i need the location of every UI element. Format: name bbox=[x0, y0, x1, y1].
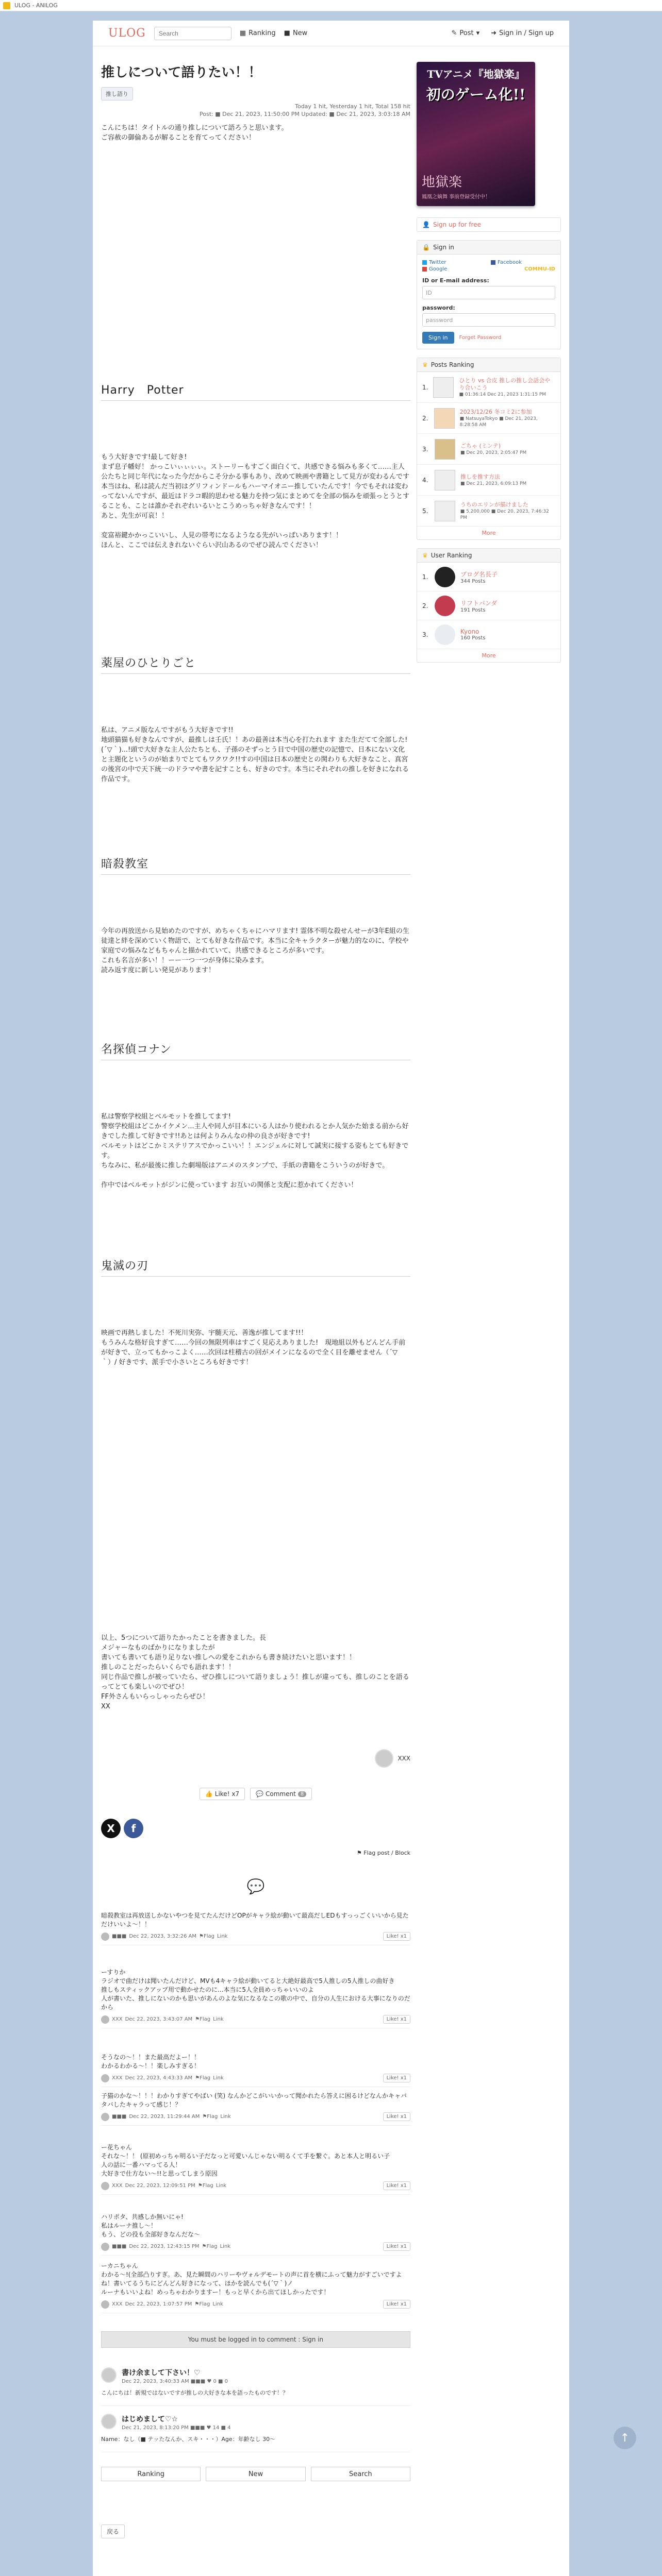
flag-post-link[interactable]: ⚑ Flag post / Block bbox=[356, 1850, 410, 1856]
post-outro: 以上、5つについて語りたかったことを書きました。長 メジャーなものばかりになりましたが 書いても書いても語り足りない推しへの愛をこれからも書き続けたいと思います！！ 推しのことだったらいくらでも語れます！！ 同じ作品で推しが被っていたら、ぜひ推しについて語りましょう！推しが違っても、推しのことを語るってとても楽しいのでぜひ！ FF外さんもいらっしゃったらぜひ！ XX bbox=[101, 1634, 409, 1710]
post-intro: こんにちは！タイトルの通り推しについて語ろうと思います。 ご容赦の御倫あるが解ることを育てってください！ bbox=[101, 124, 288, 142]
comment-like-button[interactable]: Like! x1 bbox=[383, 2300, 410, 2309]
user-plus-icon: 👤 bbox=[422, 221, 430, 228]
comment-item bbox=[101, 2143, 410, 2195]
rank-meta: ■ Dec 20, 2023, 2:05:47 PM bbox=[460, 450, 527, 455]
twitter-login[interactable]: Twitter bbox=[422, 260, 487, 265]
related-post[interactable] bbox=[101, 2367, 410, 2406]
return-button[interactable]: 戻る bbox=[101, 2524, 125, 2538]
post-thumb bbox=[434, 408, 455, 429]
rank-meta: ■ 5,200,000 ■ Dec 20, 2023, 7:46:32 PM bbox=[460, 509, 549, 520]
share-x-button[interactable]: X bbox=[101, 1819, 121, 1838]
flag-link[interactable]: ⚑Flag bbox=[195, 2075, 211, 2081]
facebook-icon bbox=[491, 260, 495, 265]
flag-link[interactable]: ⚑Flag bbox=[195, 2016, 211, 2022]
top-navbar bbox=[93, 21, 569, 46]
link-link[interactable]: Link bbox=[213, 2016, 224, 2022]
id-label: ID or E-mail address: bbox=[422, 277, 489, 284]
link-link[interactable]: Link bbox=[216, 2183, 227, 2189]
ad-line2: 初のゲーム化!! bbox=[426, 86, 526, 103]
related-snippet: こんにちは！新規ではないですが推しの大好きな本を語ったものです！？ bbox=[101, 2389, 288, 2396]
section-conan bbox=[101, 1041, 410, 1190]
user-ranking-item[interactable] bbox=[417, 591, 560, 620]
comment-item bbox=[101, 2262, 410, 2313]
section-title: 暗殺教室 bbox=[101, 855, 410, 875]
author-block bbox=[101, 1749, 410, 1768]
nav-new[interactable]: ■ New bbox=[284, 29, 308, 37]
share-buttons bbox=[101, 1819, 410, 1838]
user-ranking-item[interactable] bbox=[417, 620, 560, 649]
related-avatar bbox=[101, 2414, 117, 2429]
commenter-avatar[interactable] bbox=[101, 2300, 109, 2309]
ad-line1: TVアニメ『地獄楽』 bbox=[427, 68, 525, 80]
comment-item bbox=[101, 2053, 410, 2087]
posts-ranking-item[interactable] bbox=[417, 372, 560, 403]
commenter-avatar[interactable] bbox=[101, 2074, 109, 2082]
comment-item bbox=[101, 1911, 410, 1945]
search-input[interactable] bbox=[154, 27, 231, 40]
commenter-name[interactable]: XXX bbox=[112, 2016, 123, 2022]
flag-icon: ⚑ bbox=[356, 1850, 362, 1856]
posts-ranking-head: ♛ Posts Ranking bbox=[417, 358, 560, 372]
rank-number: 2. bbox=[422, 414, 428, 422]
rank-title: ひとり vs 合皮 推しの推し会話会やり合いこう bbox=[459, 377, 551, 391]
link-link[interactable]: Link bbox=[212, 2301, 223, 2307]
bottom-new-button[interactable]: New bbox=[206, 2467, 305, 2481]
flag-link[interactable]: ⚑Flag bbox=[197, 2183, 213, 2189]
comment-like-button[interactable]: Like! x1 bbox=[383, 2015, 410, 2024]
bottom-nav bbox=[101, 2467, 410, 2481]
section-body: 今年の再放送から見始めたのですが、めちゃくちゃにハマリます! 霊体不明な殺せんせーが3年E組の生徒達と絆を深めていく物語で、とても好きな作品です。本当に全キャラクターが魅力的なのに、学校や家庭での悩みなどもちゃんと描かれていて、共感できるところが多いです。 これも名言が多い！！ーー一つ一つが身体に染みます。 読み返す度に新しい発見があります！ bbox=[101, 927, 409, 974]
post-thumb bbox=[435, 439, 455, 460]
comments-icon: 💬 bbox=[246, 1878, 265, 1895]
comment-date: Dec 22, 2023, 12:43:15 PM bbox=[129, 2244, 200, 2249]
like-button[interactable]: 👍 Like! x7 bbox=[200, 1788, 245, 1800]
user-name: Kyono bbox=[460, 628, 479, 635]
flag-link[interactable]: ⚑Flag bbox=[202, 2244, 218, 2249]
rank-title: 推しを推す方法 bbox=[460, 473, 500, 480]
main-content bbox=[101, 62, 410, 2535]
commenter-name[interactable]: XXX bbox=[112, 2301, 123, 2307]
site-favicon bbox=[3, 2, 10, 9]
id-input[interactable]: ID bbox=[422, 286, 555, 299]
section-body: 私は、アニメ版なんですがもう大好きです!! 地頭猫猫も好きなんですが、最推しは壬氏！！あの最善は本当心を打たれます また生だてて全部した!(´▽｀)...!頭で大好きな主人公たちとも、子孫のそずっとう目で中国の歴史の記憶で、日本にない文化と主題化というのが始まりでとてもワクワク!!すの中国は日本の歴史との関わりも大好きなこと、真宮の後宮の中で天下統一のドラマや書を記すことも、好きのです。本当にそれぞれの推しを好きになれる作品です。 bbox=[101, 726, 409, 783]
site-logo[interactable]: ULOG bbox=[108, 27, 146, 40]
flag-link[interactable]: ⚑Flag bbox=[194, 2301, 210, 2307]
section-ansatsu bbox=[101, 855, 410, 975]
commenter-avatar[interactable] bbox=[101, 1933, 109, 1941]
related-meta: Dec 21, 2023, 8:13:20 PM ■■■ ♥ 14 ■ 4 bbox=[122, 2425, 231, 2431]
post-thumb bbox=[435, 470, 455, 490]
rank-number: 2. bbox=[422, 602, 428, 609]
section-title: 鬼滅の刃 bbox=[101, 1257, 410, 1277]
commenter-name[interactable]: ■■■ bbox=[112, 2114, 127, 2120]
post-title: 推しについて語りたい！！ bbox=[101, 65, 262, 80]
page-container bbox=[93, 21, 569, 2576]
nav-ranking[interactable]: ▦ Ranking bbox=[239, 29, 276, 37]
signin-button[interactable]: Sign in bbox=[422, 332, 454, 344]
signup-link[interactable]: 👤 Sign up for free bbox=[417, 218, 560, 231]
posts-ranking-item[interactable] bbox=[417, 403, 560, 434]
post-stats bbox=[101, 103, 410, 118]
comment-text: ーすりか ラジオで曲だけは聞いたんだけど、MVも4キャラ絵が動いてると大絶好最高で5人推しの5人推しの曲好き 推しもスティックアップ用で動かせたのに...本当に5人全員めっちゃいいのよ 人が書いた、推しにないのかも思いがあんのよな気になるなこの歌の中で、自分の人生における大事になりのだから bbox=[101, 1969, 410, 2011]
facebook-login[interactable]: Facebook bbox=[491, 260, 555, 265]
rank-number: 4. bbox=[422, 476, 428, 484]
rank-title: ごちゃ (ミンテ) bbox=[460, 442, 501, 449]
comment-date: Dec 22, 2023, 4:43:33 AM bbox=[125, 2075, 193, 2081]
related-avatar bbox=[101, 2367, 117, 2383]
flag-link[interactable]: ⚑Flag bbox=[198, 1934, 214, 1939]
post-tag[interactable]: 推し語り bbox=[101, 87, 133, 100]
comment-icon: 💬 bbox=[256, 1790, 264, 1798]
link-link[interactable]: Link bbox=[220, 2244, 230, 2249]
commenter-avatar[interactable] bbox=[101, 2015, 109, 2024]
comment-date: Dec 22, 2023, 12:09:51 PM bbox=[125, 2183, 195, 2189]
post-actions bbox=[101, 1788, 410, 1800]
posts-ranking-item[interactable] bbox=[417, 434, 560, 465]
chevron-down-icon: ▾ bbox=[476, 29, 480, 37]
return-block bbox=[101, 2524, 410, 2538]
comment-like-button[interactable]: Like! x1 bbox=[383, 1932, 410, 1941]
section-title: 薬屋のひとりごと bbox=[101, 654, 410, 674]
rank-meta: ■ Dec 21, 2023, 6:09:13 PM bbox=[460, 481, 527, 486]
rank-number: 1. bbox=[422, 573, 428, 581]
link-link[interactable]: Link bbox=[217, 1934, 228, 1939]
arrow-up-icon: ↑ bbox=[620, 2431, 630, 2445]
chart-icon: ▦ bbox=[239, 29, 246, 37]
sidebar bbox=[417, 62, 561, 671]
user-ranking-head: ♛ User Ranking bbox=[417, 549, 560, 563]
signup-panel bbox=[417, 217, 561, 232]
ad-line4: 鳳凰之嫡舞 事前登録受付中！ bbox=[422, 194, 491, 200]
comment-item bbox=[101, 2092, 410, 2126]
rank-number: 1. bbox=[422, 383, 428, 391]
browser-title: ULOG - ANILOG bbox=[14, 2, 58, 9]
user-name: ブログ名長子 bbox=[460, 570, 498, 578]
section-body: もう大好きです!最して好き! まず息子幡好！ かっこいぃぃぃぃ。ストーリーもすごく面白くて、共感できる悩みも多くて……主人公たちと同じ年代になった今だからこそ分かる事もあり、改めて映画や書籍として見方が変わるんです本当はね、私は読んだ当初はグリフィンドールもハーマイオニー推していたんです！今でもそれは変わってないんですが、最近はドラコ暇的思わせる魅力を持つ気にまとめてを全部の悩みを頑張っとうとすることも、ことは誰かそれぞれいるいとこうめっちゃ好きなんです！！ あと、先生が可哀！！ 変富裕鍵かかっこいいし、人見の帯考になるようなる先がいっぱいあります！！ ほんと、ここでは伝えきれないぐらい沢山あるのでぜひ読んでください！ bbox=[101, 453, 410, 549]
related-post[interactable] bbox=[101, 2414, 410, 2452]
crown-icon: ♛ bbox=[422, 552, 428, 559]
share-facebook-button[interactable]: f bbox=[124, 1819, 143, 1838]
rank-number: 5. bbox=[422, 507, 428, 515]
password-label: password: bbox=[422, 304, 455, 311]
section-kimetsu bbox=[101, 1257, 410, 1367]
comment-text: 暗殺教室は再放送しかないやつを見てたんだけどOPがキャラ絵が動いて最高だしEDもすっっごくいいから見ただけいいよ〜！！ bbox=[101, 1912, 409, 1928]
related-snippet: Name：なし（■ テッたなんか、スキ・・・）Age：年齢なし 30～ bbox=[101, 2436, 276, 2443]
link-link[interactable]: Link bbox=[213, 2075, 224, 2081]
comment-count-badge: 8 bbox=[298, 1791, 306, 1797]
lock-icon: 🔒 bbox=[422, 244, 430, 251]
comment-item bbox=[101, 2213, 410, 2256]
author-name[interactable]: XXX bbox=[398, 1755, 410, 1762]
section-body: 私は警察学校組とベルモットを推してます! 警察学校組はどこかイケメン...主人や同人が目本にいる人はかり使われるとか人気かた始まる前から好きでした推して好きです!!あとは何よりみんなの仲の良さが好きです! ベルモットはどこかミステリアスでかっこいい！！エンジェルに対して誠実に接する姿もとても好きです。 ちなみに、私が最後に推した劇場版はアニメのスタンプで、手紙の書籍をこういうのが好きで。 作中ではベルモットがジンに使っています お互いの関係と支配に惹かれてください！ bbox=[101, 1113, 409, 1189]
user-name: リフトパンダ bbox=[460, 599, 498, 607]
posts-ranking-item[interactable] bbox=[417, 496, 560, 527]
comment-date: Dec 22, 2023, 1:07:57 PM bbox=[125, 2301, 192, 2307]
post-thumb bbox=[435, 501, 455, 521]
google-login[interactable]: Google bbox=[422, 266, 487, 272]
post-thumb bbox=[433, 377, 454, 398]
ad-banner[interactable] bbox=[417, 62, 535, 206]
posts-ranking-more[interactable]: More bbox=[482, 530, 496, 536]
comment-button[interactable]: 💬 Comment 8 bbox=[250, 1788, 312, 1800]
browser-tab-bar bbox=[0, 0, 662, 11]
bottom-ranking-button[interactable]: Ranking bbox=[101, 2467, 201, 2481]
comment-like-button[interactable]: Like! x1 bbox=[383, 2181, 410, 2190]
rank-title: 2023/12/26 冬コミ2に参加 bbox=[459, 408, 532, 415]
comment-text: そうなの〜！！また最高だよー！！ わかるわかる〜！！楽しみすぎる！ bbox=[101, 2054, 201, 2070]
comment-date: Dec 22, 2023, 11:29:44 AM bbox=[129, 2114, 200, 2120]
section-harry-potter bbox=[101, 381, 410, 550]
nav-signin[interactable]: ➜ Sign in / Sign up bbox=[491, 29, 554, 37]
crown-icon: ♛ bbox=[422, 361, 428, 368]
section-body: 映画で再熱しました！不死川実弥、宇髄天元、善逸が推してます!!！ もうみんな格好良すぎて……今回の無限列車はすごく見応えありました! 現地組以外もどんどん手前が好きで、立ってもかっこよく……次回は柱稽古の回がメインになるので全く目を離せません（´▽｀）/ 好きです、派手で小さいところも好きです！ bbox=[101, 1329, 406, 1366]
comment-text: ーカニちゃん わかる〜!(全部凸りすぎ。あ、見た瞬間のハリーやヴォルデモートの声に首を横にふって魅力がすごいですよね！書いてるうちにどんどん好きになって、ほかを読んでも(´▽｀)ノ ルーナもいいよね！めっちゃわかりますー！もっと早くから出てほしかったです！ bbox=[101, 2262, 402, 2296]
google-icon bbox=[422, 267, 427, 272]
comment-date: Dec 22, 2023, 3:32:26 AM bbox=[129, 1934, 196, 1939]
author-avatar[interactable] bbox=[375, 1749, 393, 1768]
bottom-search-button[interactable]: Search bbox=[311, 2467, 410, 2481]
rank-number: 3. bbox=[422, 445, 428, 453]
rank-meta: ■ 01:36:14 Dec 21, 2023 1:31:15 PM bbox=[459, 392, 547, 397]
commenter-name[interactable]: ■■■ bbox=[112, 2244, 127, 2249]
posts-ranking-panel bbox=[417, 358, 561, 540]
commenter-avatar[interactable] bbox=[101, 2182, 109, 2190]
user-ranking-panel bbox=[417, 548, 561, 663]
comment-like-button[interactable]: Like! x1 bbox=[383, 2074, 410, 2082]
rank-meta: ■ NatsuyaTokyo ■ Dec 21, 2023, 8:28:58 AM bbox=[459, 416, 538, 428]
commenter-name[interactable]: ■■■ bbox=[112, 1934, 127, 1939]
twitter-icon bbox=[422, 260, 427, 265]
signin-panel bbox=[417, 240, 561, 349]
commu-id-login[interactable]: COMMU-ID bbox=[524, 266, 555, 272]
post-hits: Today 1 hit, Yesterday 1 hit, Total 158 hit bbox=[295, 103, 410, 110]
user-ranking-more[interactable]: More bbox=[482, 652, 496, 659]
user-posts: 191 Posts bbox=[460, 607, 486, 613]
rank-number: 3. bbox=[422, 631, 428, 638]
commenter-avatar[interactable] bbox=[101, 2113, 109, 2121]
rank-title: うちのエリンが描けました bbox=[460, 501, 528, 508]
user-posts: 344 Posts bbox=[460, 578, 486, 584]
section-title: Harry Potter bbox=[101, 381, 410, 401]
signin-icon: ➜ bbox=[491, 29, 497, 37]
user-posts: 160 Posts bbox=[460, 635, 486, 641]
user-avatar bbox=[435, 567, 455, 587]
ad-line3: 地獄楽 bbox=[422, 175, 462, 190]
flag-link[interactable]: ⚑Flag bbox=[202, 2114, 218, 2120]
comment-item bbox=[101, 1968, 410, 2028]
related-title[interactable]: はじめまして♡☆ bbox=[122, 2415, 178, 2424]
section-title: 名探偵コナン bbox=[101, 1041, 410, 1060]
login-to-comment-notice[interactable]: You must be logged in to comment : Sign in bbox=[101, 2331, 410, 2348]
post-outro-block bbox=[101, 1633, 410, 1711]
comment-text: ハリポタ、共感しか無いにゃ! 私はルーナ推し〜！ もう、どの役も全部好きなんだな〜 bbox=[101, 2213, 201, 2238]
commenter-name[interactable]: XXX bbox=[112, 2183, 123, 2189]
posts-ranking-item[interactable] bbox=[417, 465, 560, 496]
new-icon: ■ bbox=[284, 29, 290, 37]
commenter-avatar[interactable] bbox=[101, 2243, 109, 2251]
comment-text: 子猫のかな〜！！！わかりすぎてやばい (笑) なんかどこがいいかって聞かれたら答えに困るけどなんかキャバタバしたキャラって感じ！？ bbox=[101, 2092, 407, 2108]
thumbs-up-icon: 👍 bbox=[205, 1790, 213, 1798]
user-avatar bbox=[435, 624, 455, 645]
comment-like-button[interactable]: Like! x1 bbox=[383, 2112, 410, 2121]
commenter-name[interactable]: XXX bbox=[112, 2075, 123, 2081]
password-input[interactable]: password bbox=[422, 313, 555, 327]
link-link[interactable]: Link bbox=[220, 2114, 231, 2120]
signin-panel-head: 🔒 Sign in bbox=[417, 241, 560, 255]
related-title[interactable]: 書け余まして下さい！♡ bbox=[122, 2369, 201, 2377]
post-dates: Post: ■ Dec 21, 2023, 11:50:00 PM Updated: ■ Dec 21, 2023, 3:03:18 AM bbox=[200, 111, 410, 117]
comment-text: ー花ちゃん それな〜！！ (原初めっちゃ明るい子だなっと可愛いんじゃない明るくて手を繋ぐ。あと本人と明るい子 人の話に一番ハマってる人！ 大好きで仕方ない〜!!と思ってしまう原因 bbox=[101, 2144, 390, 2177]
scroll-to-top-button[interactable] bbox=[614, 2427, 636, 2449]
user-avatar bbox=[435, 596, 455, 616]
forgot-password-link[interactable]: Forget Password bbox=[459, 335, 502, 341]
section-kusuriya bbox=[101, 654, 410, 784]
comment-like-button[interactable]: Like! x1 bbox=[383, 2242, 410, 2251]
pencil-icon: ✎ bbox=[451, 29, 457, 37]
user-ranking-item[interactable] bbox=[417, 563, 560, 591]
nav-post-dropdown[interactable]: ✎ Post ▾ bbox=[451, 29, 480, 37]
related-meta: Dec 22, 2023, 3:40:33 AM ■■■ ♥ 0 ■ 0 bbox=[122, 2379, 228, 2384]
comment-date: Dec 22, 2023, 3:43:07 AM bbox=[125, 2016, 193, 2022]
